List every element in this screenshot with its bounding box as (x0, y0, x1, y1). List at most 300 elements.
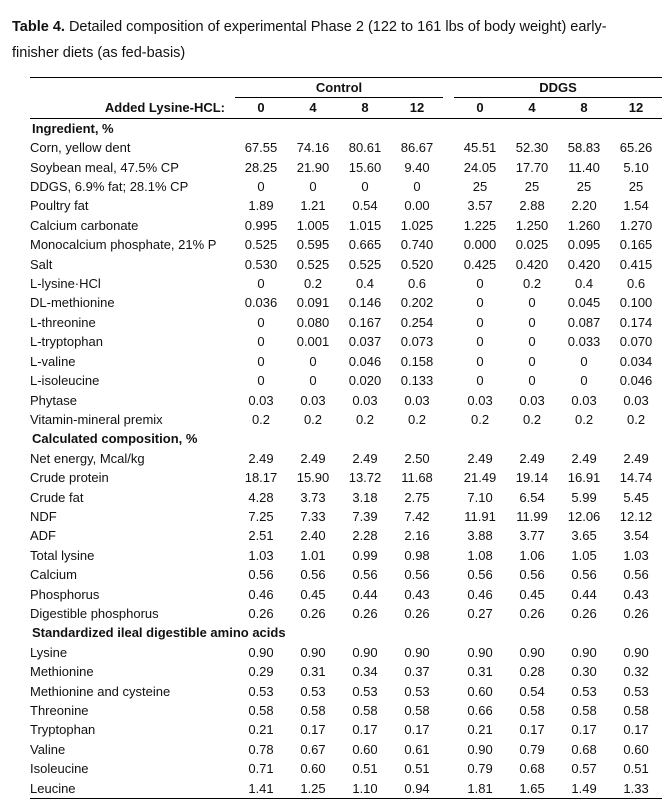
value-cell: 0.03 (623, 392, 649, 408)
value-cell: 0 (309, 373, 317, 389)
row-label: Methionine (30, 664, 94, 680)
cell-gap (443, 449, 454, 468)
value-cell: 11.91 (464, 508, 496, 524)
value-cell: 0.66 (467, 703, 493, 718)
value-cell: 0.60 (467, 683, 493, 699)
value-cell: 0.174 (619, 314, 653, 330)
value-cell: 0 (309, 353, 317, 369)
value-cell: 28.25 (244, 159, 278, 175)
value-cell: 0.17 (571, 722, 597, 738)
section-header-row (30, 118, 662, 138)
value-cell: 0.58 (300, 703, 326, 718)
value-cell: 0.90 (300, 644, 326, 660)
row-label: Vitamin-mineral premix (30, 411, 163, 427)
cell-gap (443, 468, 454, 487)
value-cell: 0.415 (619, 256, 653, 272)
value-cell: 0.43 (404, 586, 430, 602)
value-cell: 0.26 (404, 605, 430, 621)
value-cell: 0 (476, 373, 484, 389)
table-row (30, 643, 662, 662)
row-label: Tryptophan (30, 722, 96, 738)
value-cell: 5.99 (571, 489, 597, 505)
value-cell: 3.73 (300, 489, 326, 505)
row-label: Salt (30, 256, 53, 272)
value-cell: 45.51 (463, 140, 497, 156)
value-cell: 0.56 (519, 567, 545, 583)
value-cell: 0.000 (463, 237, 497, 253)
value-cell: 0.2 (303, 276, 323, 292)
value-cell: 1.05 (571, 547, 597, 563)
value-cell: 0.420 (515, 256, 549, 272)
value-cell: 15.90 (296, 470, 330, 486)
value-cell: 9.40 (404, 159, 430, 175)
value-cell: 11.40 (568, 159, 600, 175)
table-row (30, 158, 662, 177)
value-cell: 0 (528, 353, 536, 369)
value-cell: 74.16 (296, 140, 330, 156)
table-row (30, 759, 662, 778)
table-row (30, 138, 662, 157)
cell-gap (443, 759, 454, 778)
value-cell: 24.05 (463, 159, 497, 175)
value-cell: 0.53 (300, 683, 326, 699)
value-cell: 2.49 (352, 450, 378, 466)
value-cell: 2.49 (623, 450, 649, 466)
group-header-ddgs: DDGS (454, 78, 662, 98)
table-row (30, 352, 662, 371)
value-cell: 2.49 (467, 450, 493, 466)
table-row (30, 604, 662, 623)
value-cell: 0.080 (296, 314, 330, 330)
cell-gap (443, 332, 454, 351)
table-row (30, 235, 662, 254)
value-cell: 0.30 (571, 664, 597, 680)
value-cell: 65.26 (619, 140, 653, 156)
value-cell: 1.01 (300, 547, 326, 563)
value-cell: 0.665 (348, 237, 382, 253)
value-cell: 0.79 (519, 741, 545, 757)
value-cell: 0 (257, 373, 265, 389)
value-cell: 0.03 (404, 392, 430, 408)
table-caption (12, 14, 652, 66)
value-cell: 0.00 (404, 198, 430, 214)
value-cell: 3.18 (352, 489, 378, 505)
row-label: L-lysine·HCl (30, 276, 101, 292)
cell-gap (443, 526, 454, 545)
row-label: L-valine (30, 353, 76, 369)
value-cell: 0.2 (522, 276, 542, 292)
row-label: Digestible phosphorus (30, 605, 159, 621)
value-cell: 0.525 (244, 237, 278, 253)
value-cell: 1.03 (248, 547, 274, 563)
value-cell: 0.46 (467, 586, 493, 602)
value-cell: 0.51 (404, 761, 430, 777)
value-cell: 0.073 (400, 334, 434, 350)
cell-gap (443, 274, 454, 293)
table-row (30, 410, 662, 429)
row-label: L-tryptophan (30, 334, 103, 350)
row-label: Net energy, Mcal/kg (30, 450, 145, 466)
value-cell: 0.26 (352, 605, 378, 621)
row-label: Isoleucine (30, 761, 89, 777)
value-cell: 1.025 (400, 217, 434, 233)
value-cell: 0.31 (300, 664, 326, 680)
value-cell: 0.146 (348, 295, 382, 311)
value-cell: 2.28 (352, 528, 378, 544)
value-cell: 2.40 (300, 528, 326, 544)
row-label: Poultry fat (30, 198, 89, 214)
value-cell: 11.68 (401, 470, 433, 486)
lysine-level-header: 0 (235, 98, 287, 118)
value-cell: 1.015 (348, 217, 382, 233)
value-cell: 6.54 (519, 489, 545, 505)
value-cell: 21.49 (463, 470, 497, 486)
value-cell: 0.420 (567, 256, 601, 272)
lysine-level-header: 8 (339, 98, 391, 118)
value-cell: 0.78 (248, 741, 274, 757)
value-cell: 0 (580, 353, 588, 369)
value-cell: 0.60 (623, 741, 649, 757)
section-header-row (30, 623, 662, 642)
value-cell: 0.34 (352, 664, 378, 680)
value-cell: 0.79 (467, 761, 493, 777)
value-cell: 0.46 (248, 586, 274, 602)
value-cell: 0.202 (400, 295, 434, 311)
value-cell: 5.10 (623, 159, 649, 175)
value-cell: 0.90 (352, 644, 378, 660)
cell-gap (443, 371, 454, 390)
value-cell: 1.33 (610, 779, 662, 799)
cell-gap (443, 352, 454, 371)
row-label: DL-methionine (30, 295, 115, 311)
value-cell: 0.28 (519, 664, 545, 680)
value-cell: 7.42 (404, 508, 430, 524)
value-cell: 0.525 (296, 256, 330, 272)
row-label: Lysine (30, 644, 68, 660)
row-label: Total lysine (30, 547, 95, 563)
value-cell: 0 (528, 314, 536, 330)
value-cell: 0.425 (463, 256, 497, 272)
value-cell: 0 (257, 334, 265, 350)
value-cell: 1.65 (506, 779, 558, 799)
value-cell: 0 (257, 276, 265, 292)
value-cell: 1.270 (619, 217, 653, 233)
value-cell: 0.51 (352, 761, 378, 777)
value-cell: 0.58 (571, 703, 597, 718)
value-cell: 0.32 (623, 664, 649, 680)
value-cell: 0.2 (522, 411, 542, 427)
value-cell: 0.99 (352, 547, 378, 563)
row-label: L-threonine (30, 314, 96, 330)
value-cell: 0.98 (404, 547, 430, 563)
cell-gap (443, 585, 454, 604)
level-header-row (30, 98, 662, 118)
table-row (30, 662, 662, 681)
value-cell: 0.020 (348, 373, 382, 389)
group-header-control: Control (235, 78, 443, 98)
table-row (30, 332, 662, 351)
value-cell: 0.56 (352, 567, 378, 583)
row-label: L-isoleucine (30, 373, 100, 389)
value-cell: 0.94 (391, 779, 443, 799)
section-header-row (30, 429, 662, 448)
row-label: Monocalcium phosphate, 21% P (30, 237, 217, 253)
value-cell: 58.83 (567, 140, 601, 156)
lysine-level-header: 12 (391, 98, 443, 118)
row-label: Soybean meal, 47.5% CP (30, 159, 179, 175)
value-cell: 7.25 (248, 508, 274, 524)
table-row (30, 371, 662, 390)
value-cell: 0.091 (296, 295, 330, 311)
value-cell: 0.44 (571, 586, 597, 602)
cell-gap (443, 701, 454, 720)
value-cell: 0.58 (352, 703, 378, 718)
value-cell: 0.4 (574, 276, 594, 292)
table-number: Table 4. (12, 19, 65, 35)
value-cell: 0.520 (400, 256, 434, 272)
value-cell: 0.67 (300, 741, 326, 757)
value-cell: 0.525 (348, 256, 382, 272)
value-cell: 0.90 (404, 644, 430, 660)
value-cell: 0.56 (623, 567, 649, 583)
value-cell: 1.54 (623, 198, 649, 214)
value-cell: 3.77 (519, 528, 545, 544)
value-cell: 0.046 (619, 373, 653, 389)
value-cell: 0.17 (404, 722, 430, 738)
value-cell: 0.54 (352, 198, 378, 214)
row-label: Calcium (30, 567, 77, 583)
value-cell: 2.50 (404, 450, 430, 466)
row-label: DDGS, 6.9% fat; 28.1% CP (30, 179, 189, 195)
value-cell: 1.08 (467, 547, 493, 563)
value-cell: 0.03 (300, 392, 326, 408)
value-cell: 0.17 (623, 722, 649, 738)
value-cell: 0.58 (623, 703, 649, 718)
value-cell: 0.6 (626, 276, 646, 292)
table-row (30, 216, 662, 235)
value-cell: 0.26 (248, 605, 274, 621)
table-row (30, 488, 662, 507)
value-cell: 2.20 (571, 198, 597, 214)
table-row (30, 274, 662, 293)
value-cell: 0 (476, 353, 484, 369)
row-label: Leucine (30, 779, 235, 799)
value-cell: 1.25 (287, 779, 339, 799)
value-cell: 15.60 (348, 159, 382, 175)
value-cell: 1.260 (567, 217, 601, 233)
value-cell: 0.56 (300, 567, 326, 583)
value-cell: 0.90 (519, 644, 545, 660)
value-cell: 0.26 (519, 605, 545, 621)
table-row (30, 565, 662, 584)
table-row (30, 779, 662, 799)
value-cell: 0.03 (248, 392, 274, 408)
value-cell: 0 (476, 295, 484, 311)
section-title: Ingredient, % (32, 120, 114, 136)
value-cell: 0.033 (567, 334, 601, 350)
value-cell: 0.037 (348, 334, 382, 350)
row-label: NDF (30, 508, 57, 524)
cell-gap (443, 138, 454, 157)
table-row (30, 293, 662, 312)
value-cell: 0 (361, 179, 369, 195)
value-cell: 0.2 (574, 411, 594, 427)
value-cell: 0.095 (567, 237, 601, 253)
cell-gap (443, 643, 454, 662)
value-cell: 0.165 (619, 237, 653, 253)
table-body (30, 118, 662, 798)
value-cell: 1.005 (296, 217, 330, 233)
value-cell: 0 (476, 334, 484, 350)
row-label: ADF (30, 528, 56, 544)
table-row (30, 391, 662, 410)
value-cell: 0.60 (352, 741, 378, 757)
value-cell: 25 (524, 179, 540, 195)
value-cell: 2.49 (519, 450, 545, 466)
value-cell: 0.2 (355, 411, 375, 427)
added-lysine-label: Added Lysine-HCL: (30, 98, 235, 118)
value-cell: 0.254 (400, 314, 434, 330)
value-cell: 0.43 (623, 586, 649, 602)
value-cell: 0.61 (404, 741, 430, 757)
value-cell: 0.26 (623, 605, 649, 621)
value-cell: 0.4 (355, 276, 375, 292)
value-cell: 0.90 (248, 644, 274, 660)
value-cell: 0.21 (467, 722, 493, 738)
cell-gap (443, 662, 454, 681)
value-cell: 1.250 (515, 217, 549, 233)
value-cell: 0.37 (404, 664, 430, 680)
cell-gap (443, 410, 454, 429)
value-cell: 12.06 (567, 508, 601, 524)
value-cell: 0.29 (248, 664, 274, 680)
cell-gap (443, 216, 454, 235)
value-cell: 25 (576, 179, 592, 195)
cell-gap (443, 293, 454, 312)
row-label: Valine (30, 741, 66, 757)
value-cell: 80.61 (348, 140, 382, 156)
value-cell: 1.06 (519, 547, 545, 563)
value-cell: 0 (413, 179, 421, 195)
value-cell: 0.56 (571, 567, 597, 583)
value-cell: 0.56 (467, 567, 493, 583)
value-cell: 1.81 (454, 779, 506, 799)
value-cell: 1.89 (248, 198, 274, 214)
value-cell: 3.54 (623, 528, 649, 544)
cell-gap (443, 546, 454, 565)
table-row (30, 546, 662, 565)
value-cell: 17.70 (515, 159, 549, 175)
value-cell: 18.17 (244, 470, 278, 486)
value-cell: 0.68 (519, 761, 545, 777)
row-label: Methionine and cysteine (30, 683, 171, 699)
cell-gap (443, 682, 454, 701)
value-cell: 0.56 (404, 567, 430, 583)
value-cell: 0 (528, 334, 536, 350)
value-cell: 0.2 (407, 411, 427, 427)
value-cell: 0.158 (400, 353, 434, 369)
value-cell: 7.39 (352, 508, 378, 524)
value-cell: 0.03 (467, 392, 493, 408)
value-cell: 0.03 (352, 392, 378, 408)
table-row (30, 585, 662, 604)
table-row (30, 468, 662, 487)
lysine-level-header: 0 (454, 98, 506, 118)
value-cell: 1.10 (339, 779, 391, 799)
value-cell: 13.72 (348, 470, 382, 486)
cell-gap (443, 235, 454, 254)
value-cell: 0.2 (303, 411, 323, 427)
cell-gap (443, 740, 454, 759)
value-cell: 21.90 (296, 159, 330, 175)
value-cell: 7.10 (467, 489, 493, 505)
value-cell: 1.49 (558, 779, 610, 799)
value-cell: 0 (476, 276, 484, 292)
value-cell: 0.90 (467, 644, 493, 660)
value-cell: 4.28 (248, 489, 274, 505)
value-cell: 0 (309, 179, 317, 195)
value-cell: 0.90 (623, 644, 649, 660)
value-cell: 25 (472, 179, 488, 195)
lysine-level-header: 8 (558, 98, 610, 118)
value-cell: 0.17 (300, 722, 326, 738)
value-cell: 0.167 (348, 314, 382, 330)
table-row (30, 177, 662, 196)
row-label: Crude fat (30, 489, 84, 505)
value-cell: 0.53 (404, 683, 430, 699)
lysine-level-header: 4 (506, 98, 558, 118)
value-cell: 0.740 (400, 237, 434, 253)
value-cell: 0.60 (300, 761, 326, 777)
value-cell: 2.49 (300, 450, 326, 466)
value-cell: 0.595 (296, 237, 330, 253)
value-cell: 0.03 (571, 392, 597, 408)
value-cell: 52.30 (515, 140, 549, 156)
value-cell: 1.21 (300, 198, 326, 214)
cell-gap (443, 313, 454, 332)
table-row (30, 255, 662, 274)
value-cell: 2.75 (404, 489, 430, 505)
value-cell: 12.12 (619, 508, 653, 524)
table-title: Detailed composition of experimental Phase 2 (122 to 161 lbs of body weight) early-finisher diets (as fed-basis) (12, 19, 607, 61)
value-cell: 0.001 (296, 334, 330, 350)
value-cell: 0.046 (348, 353, 382, 369)
value-cell: 0.53 (571, 683, 597, 699)
value-cell: 1.225 (463, 217, 497, 233)
value-cell: 0.087 (567, 314, 601, 330)
table-row (30, 740, 662, 759)
table-row (30, 526, 662, 545)
table-row (30, 682, 662, 701)
value-cell: 0.45 (300, 586, 326, 602)
value-cell: 0.2 (626, 411, 646, 427)
value-cell: 0.17 (352, 722, 378, 738)
value-cell: 2.16 (404, 528, 430, 544)
value-cell: 2.51 (248, 528, 274, 544)
value-cell: 0.034 (619, 353, 653, 369)
cell-gap (443, 779, 454, 799)
value-cell: 3.88 (467, 528, 493, 544)
cell-gap (443, 565, 454, 584)
cell-gap (443, 158, 454, 177)
value-cell: 0.133 (400, 373, 434, 389)
value-cell: 0.2 (470, 411, 490, 427)
value-cell: 0.54 (519, 683, 545, 699)
value-cell: 0.036 (244, 295, 278, 311)
value-cell: 0.045 (567, 295, 601, 311)
value-cell: 0 (257, 314, 265, 330)
cell-gap (443, 177, 454, 196)
